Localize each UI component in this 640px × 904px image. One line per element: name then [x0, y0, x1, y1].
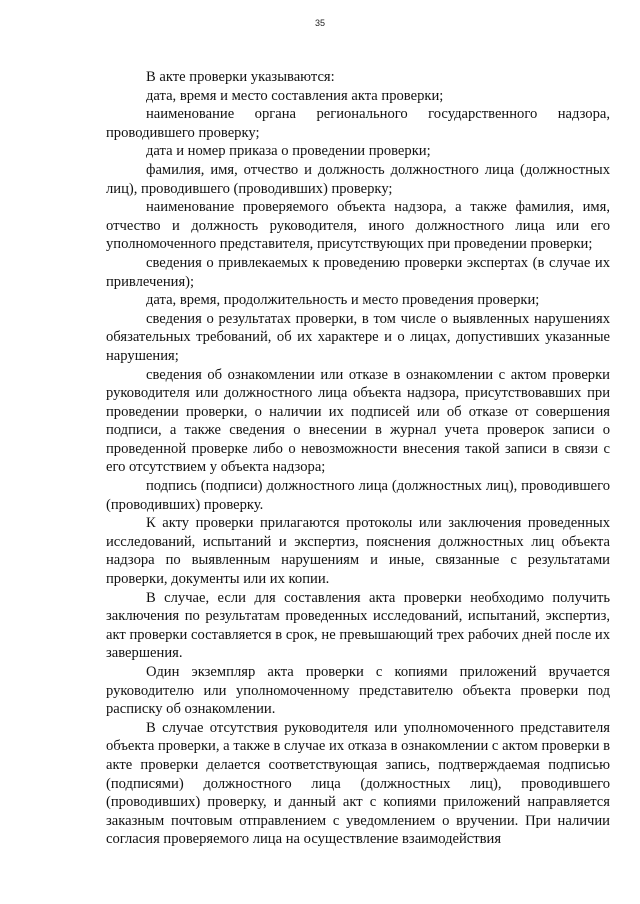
paragraph: сведения о результатах проверки, в том числе о выявленных нарушениях обязательных требований, об их характере и о лицах, допустивших указанные нарушения;	[106, 310, 610, 364]
paragraph: сведения о привлекаемых к проведению проверки экспертах (в случае их привлечения);	[106, 254, 610, 290]
paragraph: подпись (подписи) должностного лица (должностных лиц), проводившего (проводивших) проверку.	[106, 478, 610, 513]
paragraph: К акту проверки прилагаются протоколы или заключения проведенных исследований, испытаний и экспертиз, пояснения должностных лиц объекта надзора по выявленным нарушениям и иные, связанные с результатами проверки, документы или их копии.	[106, 515, 610, 588]
paragraph: В случае, если для составления акта проверки необходимо получить заключения по результатам проведенных исследований, испытаний, экспертиз, акт проверки составляется в срок, не превышающий трех рабочих дней после их завершения.	[106, 589, 610, 662]
page-number: 35	[314, 18, 325, 28]
paragraph: В случае отсутствия руководителя или уполномоченного представителя объекта проверки, а также в случае их отказа в ознакомлении с актом проверки в акте проверки делается соответствующая запись, подтверждаемая подписью (подписями) должностного лица (должностных лиц), проводившего (проводивших) проверку, и данный акт с копиями приложений направляется заказным почтовым отправлением с уведомлением о вручении. При наличии согласия проверяемого лица на осуществление взаимодействия	[106, 719, 610, 848]
paragraph: дата и номер приказа о проведении проверки;	[146, 143, 431, 160]
paragraph: сведения об ознакомлении или отказе в ознакомлении с актом проверки руководителя или должностного лица объекта надзора, присутствовавших при проведении проверки, о наличии их подписей или об отказе от совершения подписи, а также сведения о внесении в журнал учета проверок записи о проведенной проверке либо о невозможности внесения такой записи в связи с его отсутствием у объекта надзора;	[106, 366, 610, 476]
paragraph: В акте проверки указываются:	[146, 69, 335, 85]
paragraph: Один экземпляр акта проверки с копиями приложений вручается руководителю или уполномоченному представителю объекта проверки под расписку об ознакомлении.	[106, 664, 610, 718]
paragraph: наименование органа регионального государственного надзора, проводившего проверку;	[106, 106, 610, 141]
document-body	[106, 68, 610, 849]
paragraph: дата, время и место составления акта проверки;	[146, 87, 444, 104]
paragraph: фамилия, имя, отчество и должность должностного лица (должностных лиц), проводившего (проводивших) проверку;	[106, 161, 610, 197]
paragraph: наименование проверяемого объекта надзора, а также фамилия, имя, отчество и должность руководителя, иного должностного лица или его уполномоченного представителя, присутствующих при проведении проверки;	[106, 199, 610, 253]
paragraph: дата, время, продолжительность и место проведения проверки;	[146, 292, 540, 309]
